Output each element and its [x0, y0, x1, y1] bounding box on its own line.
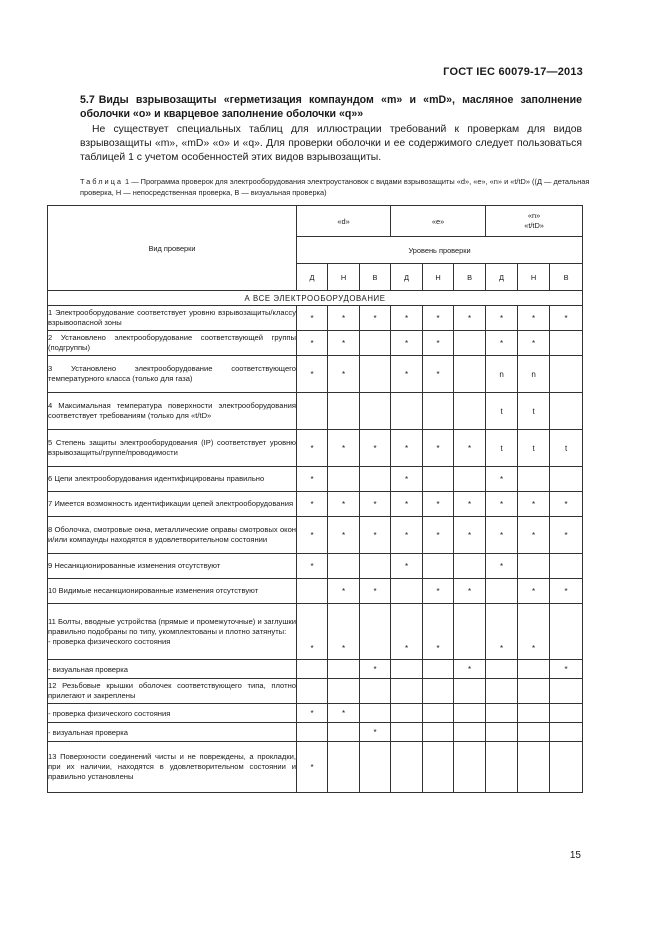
check-item	[48, 306, 297, 331]
mark-cell: *	[454, 660, 486, 679]
mark-cell: *	[297, 604, 328, 660]
mark-cell: *	[391, 467, 423, 492]
mark-cell: *	[391, 554, 423, 579]
mark-cell: *	[550, 306, 583, 331]
mark-cell: *	[423, 492, 454, 517]
mark-cell: n	[518, 356, 550, 393]
mark-cell	[360, 554, 391, 579]
mark-cell	[328, 660, 360, 679]
mark-cell: *	[423, 430, 454, 467]
check-subitem: - визуальная проверка	[48, 723, 297, 742]
mark-cell	[486, 704, 518, 723]
check-item	[48, 604, 297, 660]
mark-cell	[297, 393, 328, 430]
inspection-table	[47, 205, 583, 793]
mark-cell	[423, 723, 454, 742]
mark-cell	[454, 467, 486, 492]
mark-cell: *	[518, 306, 550, 331]
document-header: ГОСТ IEC 60079-17—2013	[443, 66, 583, 78]
mark-cell: *	[423, 579, 454, 604]
mark-cell	[328, 393, 360, 430]
level-cell: В	[550, 264, 583, 291]
mark-cell: *	[360, 306, 391, 331]
check-item-text: 2 Установлено электрооборудование соответствующей группы (подгруппы)	[48, 333, 296, 352]
mark-cell: *	[328, 492, 360, 517]
level-cell: В	[360, 264, 391, 291]
mark-cell	[328, 723, 360, 742]
mark-cell	[297, 660, 328, 679]
protection-header-e: «e»	[391, 206, 486, 237]
mark-cell: *	[486, 517, 518, 554]
mark-cell: *	[297, 517, 328, 554]
table-row	[48, 517, 583, 554]
mark-cell	[550, 331, 583, 356]
check-item-text: 10 Видимые несанкционированные изменения отсутствуют	[48, 586, 259, 595]
mark-cell: *	[297, 704, 328, 723]
mark-cell: *	[360, 723, 391, 742]
mark-cell	[328, 554, 360, 579]
mark-cell	[423, 467, 454, 492]
mark-cell: *	[486, 554, 518, 579]
mark-cell: *	[297, 306, 328, 331]
mark-cell	[518, 554, 550, 579]
mark-cell	[328, 742, 360, 793]
mark-cell: *	[518, 517, 550, 554]
mark-cell: *	[391, 492, 423, 517]
check-item-text: 13 Поверхности соединений чисты и не повреждены, а прокладки, при их наличии, находятся в удовлетворительном состоянии и правильно установлены	[48, 752, 296, 781]
mark-cell: *	[328, 430, 360, 467]
mark-cell: *	[486, 306, 518, 331]
table-row	[48, 393, 583, 430]
check-item	[48, 356, 297, 393]
mark-cell: *	[454, 492, 486, 517]
mark-cell: n	[486, 356, 518, 393]
page-number: 15	[569, 850, 581, 861]
mark-cell: *	[328, 331, 360, 356]
level-cell: В	[454, 264, 486, 291]
mark-cell	[391, 742, 423, 793]
check-item-text: 11 Болты, вводные устройства (прямые и промежуточные) и заглушки правильно подобраны по типу, укомплектованы и плотно затянуты:	[48, 616, 296, 636]
mark-cell	[360, 742, 391, 793]
mark-cell: *	[423, 517, 454, 554]
mark-cell: *	[423, 331, 454, 356]
mark-cell	[550, 604, 583, 660]
mark-cell	[423, 704, 454, 723]
level-cell: Н	[423, 264, 454, 291]
mark-cell: t	[518, 430, 550, 467]
check-subitem-text: - проверка физического состояния	[48, 636, 171, 646]
table-row	[48, 554, 583, 579]
table-caption-text: 1 — Программа проверок для электрооборудования электроустановок с видами взрывозащиты «d», «e», «n» и «t/tD» ((Д — детальная проверка, Н — непосредственная проверка, В — визуальная проверка)	[80, 177, 590, 197]
mark-cell	[550, 679, 583, 704]
mark-cell: *	[518, 331, 550, 356]
check-item-text: 7 Имеется возможность идентификации цепей электрооборудования	[48, 499, 294, 508]
mark-cell: *	[297, 492, 328, 517]
mark-cell	[454, 356, 486, 393]
table-caption	[80, 176, 590, 198]
mark-cell	[423, 742, 454, 793]
check-item	[48, 430, 297, 467]
check-item	[48, 517, 297, 554]
check-item	[48, 742, 297, 793]
section-title-text: Виды взрывозащиты «герметизация компаундом «m» и «mD», масляное заполнение оболочки «o» и кварцевое заполнение оболочки «q»»	[80, 94, 582, 120]
mark-cell	[518, 660, 550, 679]
table-row	[48, 430, 583, 467]
mark-cell	[423, 660, 454, 679]
mark-cell: *	[360, 430, 391, 467]
mark-cell: *	[297, 430, 328, 467]
mark-cell: *	[297, 331, 328, 356]
section-5-7	[80, 93, 582, 165]
mark-cell: *	[391, 430, 423, 467]
mark-cell: *	[360, 660, 391, 679]
mark-cell: t	[486, 430, 518, 467]
mark-cell: *	[360, 492, 391, 517]
mark-cell	[454, 704, 486, 723]
mark-cell	[550, 393, 583, 430]
mark-cell	[360, 679, 391, 704]
mark-cell	[360, 704, 391, 723]
table-row	[48, 723, 583, 742]
mark-cell: *	[550, 517, 583, 554]
mark-cell	[550, 554, 583, 579]
check-item	[48, 492, 297, 517]
mark-cell	[328, 679, 360, 704]
mark-cell	[423, 554, 454, 579]
mark-cell	[486, 723, 518, 742]
mark-cell: *	[486, 331, 518, 356]
table-row	[48, 660, 583, 679]
table-row	[48, 356, 583, 393]
mark-cell	[550, 742, 583, 793]
mark-cell: *	[391, 604, 423, 660]
mark-cell: *	[454, 517, 486, 554]
mark-cell	[550, 356, 583, 393]
mark-cell: *	[454, 306, 486, 331]
mark-cell: *	[423, 356, 454, 393]
mark-cell: *	[297, 356, 328, 393]
mark-cell: *	[328, 306, 360, 331]
level-cell: Н	[328, 264, 360, 291]
section-title	[80, 93, 582, 121]
mark-cell	[518, 467, 550, 492]
check-item	[48, 579, 297, 604]
mark-cell	[391, 393, 423, 430]
mark-cell	[454, 331, 486, 356]
group-heading: А ВСЕ ЭЛЕКТРООБОРУДОВАНИЕ	[48, 291, 583, 306]
mark-cell	[423, 679, 454, 704]
mark-cell: t	[518, 393, 550, 430]
section-intro: Не существует специальных таблиц для иллюстрации требований к проверкам для видов взрывозащиты «m», «mD» «o» и «q». Для проверки оболочки и ее содержимого следует пользоваться таблицей 1 с учетом особенностей этих видов взрывозащиты.	[80, 124, 582, 163]
mark-cell: *	[391, 331, 423, 356]
mark-cell	[486, 660, 518, 679]
mark-cell	[328, 467, 360, 492]
mark-cell	[423, 393, 454, 430]
mark-cell: *	[360, 517, 391, 554]
mark-cell: *	[550, 660, 583, 679]
mark-cell	[550, 723, 583, 742]
table-row	[48, 679, 583, 704]
table-caption-label: Таблица	[80, 177, 123, 186]
mark-cell: *	[423, 306, 454, 331]
table-row	[48, 704, 583, 723]
check-item-text: 12 Резьбовые крышки оболочек соответствующего типа, плотно прилегают и закреплены	[48, 681, 296, 700]
mark-cell	[297, 723, 328, 742]
mark-cell	[454, 679, 486, 704]
protection-header-n-ttd: «n» «t/tD»	[486, 206, 583, 237]
mark-cell: *	[328, 604, 360, 660]
mark-cell: *	[328, 579, 360, 604]
mark-cell: *	[328, 356, 360, 393]
mark-cell: *	[454, 579, 486, 604]
check-type-header: Вид проверки	[48, 206, 297, 291]
level-cell: Д	[391, 264, 423, 291]
mark-cell: *	[518, 604, 550, 660]
mark-cell	[518, 723, 550, 742]
mark-cell: *	[328, 517, 360, 554]
mark-cell	[518, 704, 550, 723]
mark-cell	[360, 604, 391, 660]
mark-cell	[391, 660, 423, 679]
mark-cell	[391, 704, 423, 723]
mark-cell	[454, 742, 486, 793]
section-number: 5.7	[80, 94, 95, 106]
mark-cell	[518, 679, 550, 704]
level-cell: Д	[486, 264, 518, 291]
mark-cell: *	[454, 430, 486, 467]
check-item	[48, 393, 297, 430]
mark-cell: *	[550, 579, 583, 604]
mark-cell: *	[391, 356, 423, 393]
mark-cell	[454, 604, 486, 660]
mark-cell	[486, 679, 518, 704]
mark-cell	[360, 356, 391, 393]
check-item	[48, 467, 297, 492]
mark-cell: *	[486, 492, 518, 517]
mark-cell: *	[297, 467, 328, 492]
check-subitem: - визуальная проверка	[48, 660, 297, 679]
table-row	[48, 492, 583, 517]
mark-cell	[518, 742, 550, 793]
mark-cell: t	[550, 430, 583, 467]
mark-cell: t	[486, 393, 518, 430]
table-row	[48, 306, 583, 331]
check-item-text: 4 Максимальная температура поверхности электрооборудования соответствует требованиям (только для «t/tD»	[48, 401, 296, 420]
table-row	[48, 331, 583, 356]
check-subitem: - проверка физического состояния	[48, 704, 297, 723]
mark-cell	[297, 579, 328, 604]
mark-cell: *	[518, 492, 550, 517]
check-item-text: 8 Оболочка, смотровые окна, металлические оправы смотровых окон и/или компаунды находятся в удовлетворительном состоянии	[48, 525, 296, 544]
mark-cell: *	[550, 492, 583, 517]
mark-cell: *	[360, 579, 391, 604]
mark-cell	[454, 723, 486, 742]
mark-cell	[391, 579, 423, 604]
mark-cell	[486, 579, 518, 604]
mark-cell: *	[391, 306, 423, 331]
check-item-text: 6 Цепи электрооборудования идентифицированы правильно	[48, 474, 265, 483]
table-row	[48, 604, 583, 660]
mark-cell	[486, 742, 518, 793]
mark-cell: *	[391, 517, 423, 554]
mark-cell: *	[486, 467, 518, 492]
mark-cell: *	[518, 579, 550, 604]
mark-cell: *	[297, 742, 328, 793]
mark-cell	[454, 393, 486, 430]
mark-cell: *	[423, 604, 454, 660]
mark-cell	[360, 393, 391, 430]
mark-cell	[454, 554, 486, 579]
check-item-text: 5 Степень защиты электрооборудования (IP) соответствует уровню взрывозащиты/группе/проводимости	[48, 438, 296, 457]
table-row	[48, 742, 583, 793]
check-item-text: 9 Несанкционированные изменения отсутствуют	[48, 561, 221, 570]
mark-cell: *	[486, 604, 518, 660]
mark-cell	[391, 723, 423, 742]
check-item	[48, 679, 297, 704]
mark-cell	[297, 679, 328, 704]
check-item-text: 3 Установлено электрооборудование соответствующего температурного класса (только для газа)	[48, 364, 296, 383]
mark-cell	[360, 331, 391, 356]
mark-cell	[550, 467, 583, 492]
check-item	[48, 331, 297, 356]
protection-header-d: «d»	[297, 206, 391, 237]
check-item-text: 1 Электрооборудование соответствует уровню взрывозащиты/классу взрывоопасной зоны	[48, 308, 296, 327]
mark-cell: *	[328, 704, 360, 723]
mark-cell: *	[297, 554, 328, 579]
table-row	[48, 467, 583, 492]
mark-cell	[391, 679, 423, 704]
mark-cell	[360, 467, 391, 492]
level-header: Уровень проверки	[297, 237, 583, 264]
check-item	[48, 554, 297, 579]
level-cell: Д	[297, 264, 328, 291]
level-cell: Н	[518, 264, 550, 291]
table-row	[48, 579, 583, 604]
mark-cell	[550, 704, 583, 723]
